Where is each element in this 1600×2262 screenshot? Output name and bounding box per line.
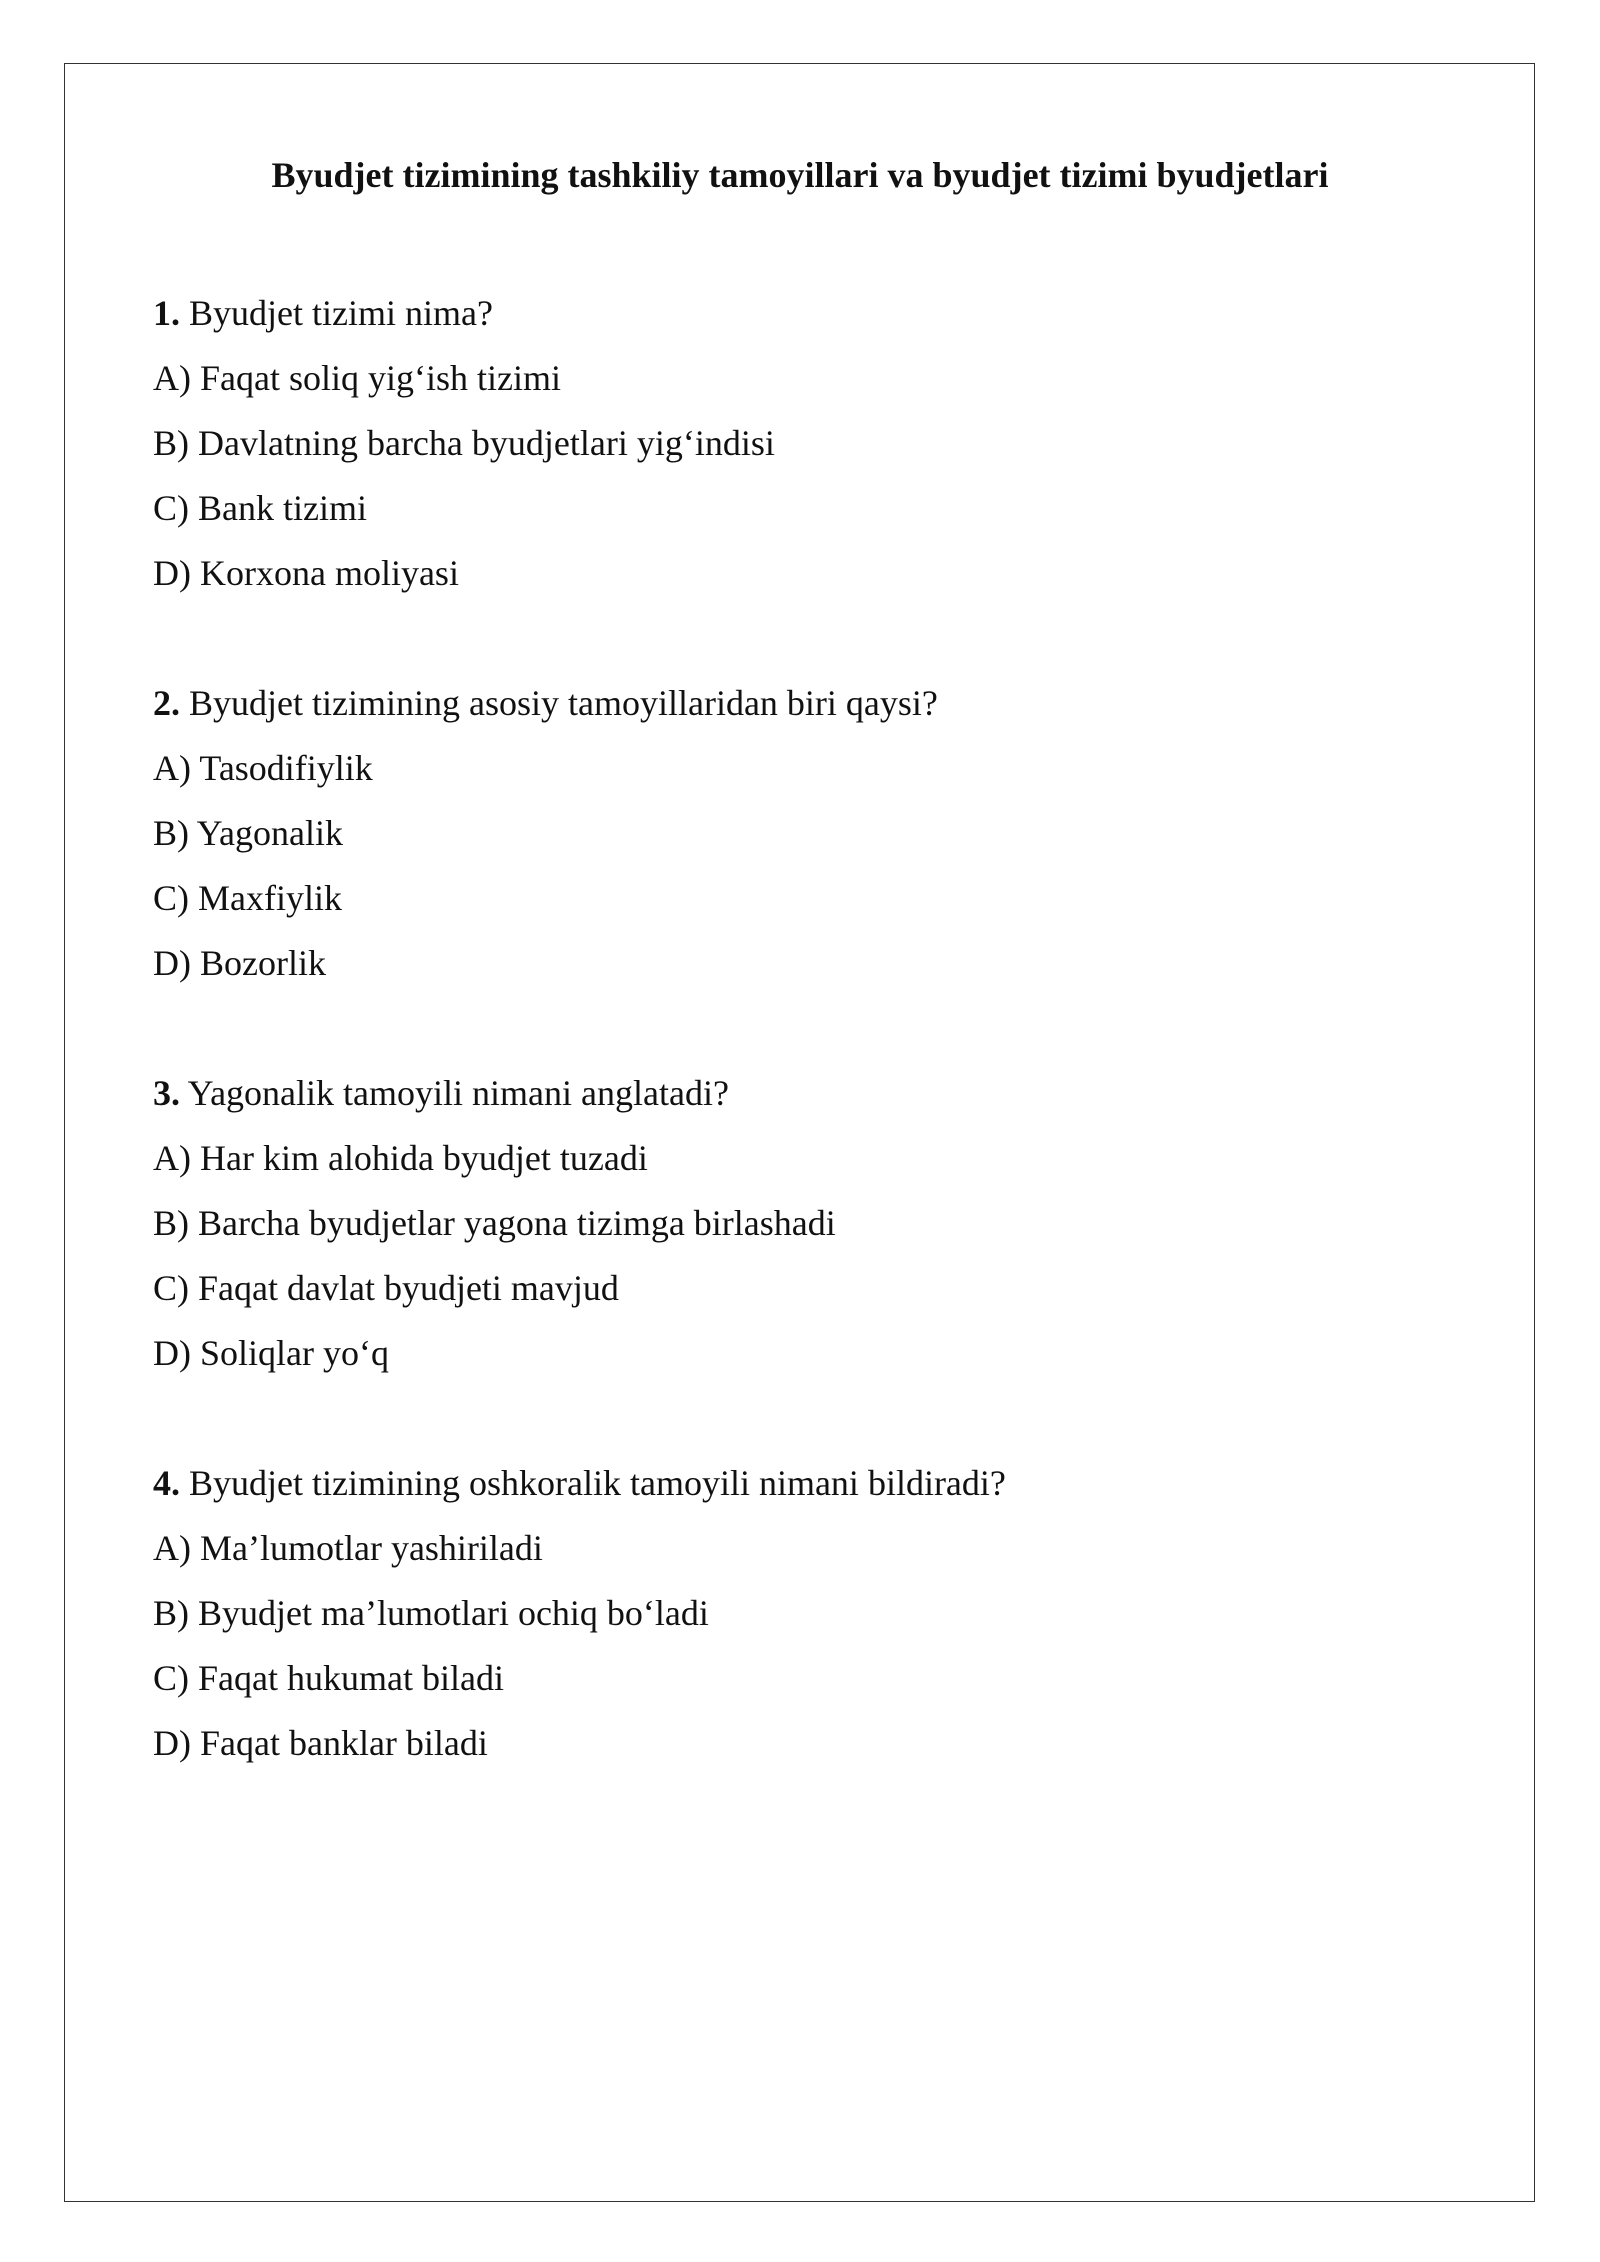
question-text: Yagonalik tamoyili nimani anglatadi? [187,1073,729,1113]
option-a: A) Ma’lumotlar yashiriladi [153,1528,543,1568]
question-number: 4. [153,1463,180,1503]
option-b: B) Davlatning barcha byudjetlari yig‘indisi [153,423,775,463]
option-b: B) Barcha byudjetlar yagona tizimga birlashadi [153,1203,836,1243]
option-d: D) Bozorlik [153,943,326,983]
option-a: A) Har kim alohida byudjet tuzadi [153,1138,648,1178]
option-a: A) Tasodifiylik [153,748,373,788]
question-2 [153,671,1453,996]
question-list [153,281,1453,1841]
question-3 [153,1061,1453,1386]
document-title: Byudjet tizimining tashkiliy tamoyillari va byudjet tizimi byudjetlari [271,155,1329,195]
question-stem [153,1451,1453,1516]
question-number: 1. [153,293,180,333]
question-number: 2. [153,683,180,723]
question-4 [153,1451,1453,1776]
question-stem [153,281,1453,346]
option-d: D) Korxona moliyasi [153,553,459,593]
question-text: Byudjet tizimining oshkoralik tamoyili nimani bildiradi? [189,1463,1006,1503]
option-b: B) Yagonalik [153,813,344,853]
option-c: C) Bank tizimi [153,488,367,528]
option-c: C) Faqat hukumat biladi [153,1658,504,1698]
question-number: 3. [153,1073,180,1113]
option-c: C) Maxfiylik [153,878,342,918]
option-b: B) Byudjet ma’lumotlari ochiq bo‘ladi [153,1593,709,1633]
option-a: A) Faqat soliq yig‘ish tizimi [153,358,561,398]
option-c: C) Faqat davlat byudjeti mavjud [153,1268,619,1308]
question-1 [153,281,1453,606]
option-d: D) Faqat banklar biladi [153,1723,488,1763]
question-stem [153,671,1453,736]
question-stem [153,1061,1453,1126]
option-d: D) Soliqlar yo‘q [153,1333,389,1373]
question-text: Byudjet tizimining asosiy tamoyillaridan biri qaysi? [189,683,938,723]
question-text: Byudjet tizimi nima? [189,293,493,333]
